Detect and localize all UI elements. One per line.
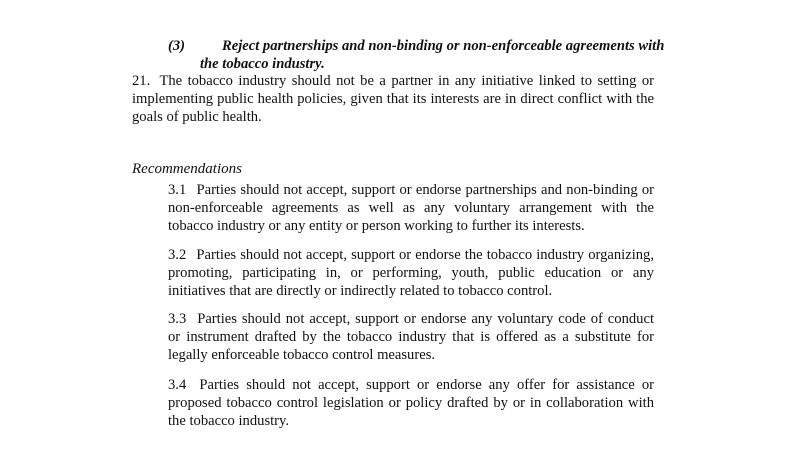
recommendation-item xyxy=(168,246,654,300)
recommendation-number: 3.2 xyxy=(168,247,187,263)
recommendations-title: Recommendations xyxy=(132,161,242,177)
recommendation-item xyxy=(168,376,654,430)
recommendation-number: 3.1 xyxy=(168,182,187,198)
recommendation-number: 3.3 xyxy=(168,311,187,327)
paragraph-number: 21. xyxy=(132,73,151,89)
recommendation-text: Parties should not accept, support or endorse the tobacco industry organizing, promoting, participating in, or performing, youth, public education or any initiatives that are directly or indirectly related to tobacco control. xyxy=(168,247,655,299)
recommendation-text: Parties should not accept, support or endorse partnerships and non-binding or non-enforceable agreements as well as any voluntary arrangement with the tobacco industry or any entity or person working to further its interests. xyxy=(168,182,654,234)
section-heading-line2: the tobacco industry. xyxy=(200,56,325,72)
paragraph-21 xyxy=(132,72,654,126)
paragraph-text: The tobacco industry should not be a partner in any initiative linked to setting or implementing public health policies, given that its interests are in direct conflict with the goals of public health. xyxy=(132,73,654,125)
recommendation-text: Parties should not accept, support or endorse any offer for assistance or proposed tobacco control legislation or policy drafted by or in collaboration with the tobacco industry. xyxy=(168,377,655,429)
recommendation-number: 3.4 xyxy=(168,377,187,393)
section-heading xyxy=(168,37,668,73)
section-heading-number: (3) xyxy=(168,38,186,54)
recommendation-text: Parties should not accept, support or endorse any voluntary code of conduct or instrument drafted by the tobacco industry that is offered as a substitute for legally enforceable tobacco control measures. xyxy=(168,311,654,363)
section-heading-line1: Reject partnerships and non-binding or non-enforceable agreements with xyxy=(222,38,665,54)
recommendation-item xyxy=(168,310,654,364)
recommendation-item xyxy=(168,181,654,235)
